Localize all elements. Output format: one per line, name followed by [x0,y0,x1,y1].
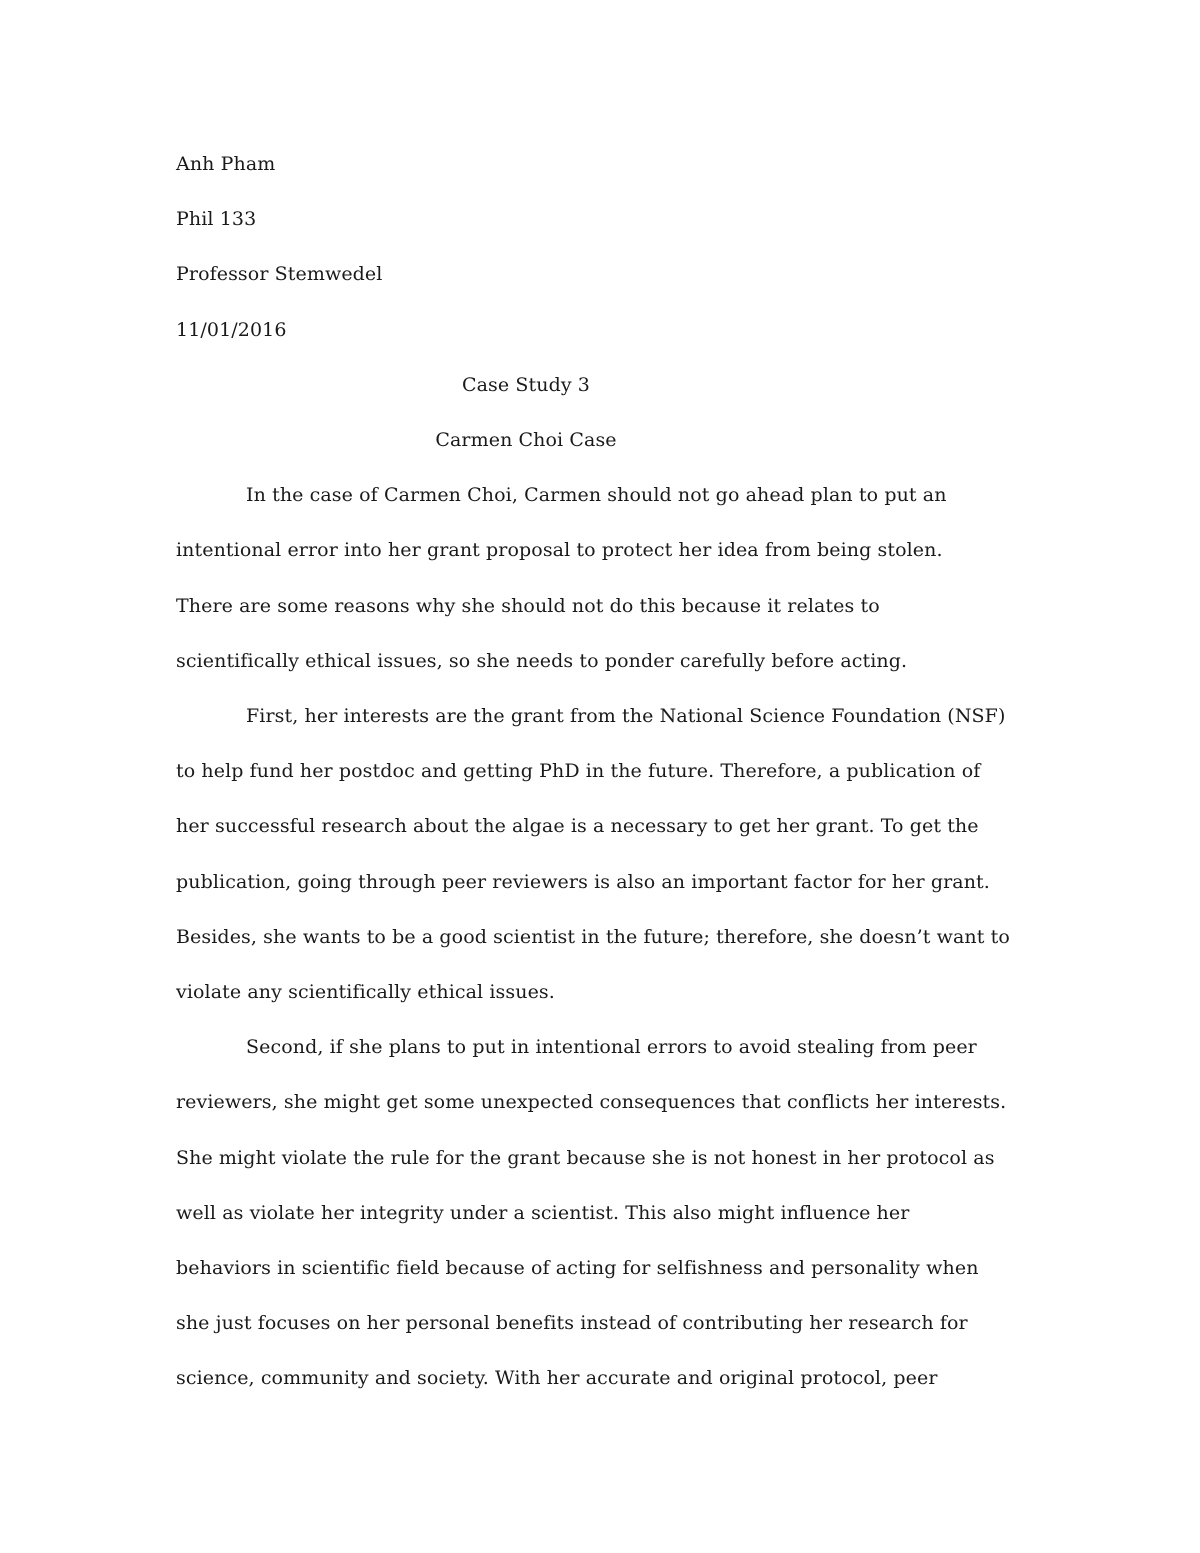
document-subtitle: Carmen Choi Case [435,429,617,452]
paragraph-second [176,1020,1036,1406]
paragraph-line: There are some reasons why she should not do this because it relates to [176,594,880,617]
paragraph-intro [176,468,1036,689]
paragraph-line: science, community and society. With her accurate and original protocol, peer [176,1367,938,1390]
paragraph-line: intentional error into her grant proposal to protect her idea from being stolen. [176,539,943,562]
paragraph-first [176,689,1036,1020]
document-body [176,137,1036,1407]
paragraph-line: Besides, she wants to be a good scientist in the future; therefore, she doesn’t want to [176,925,1010,948]
paragraph-line: well as violate her integrity under a scientist. This also might influence her [176,1201,910,1224]
professor-name: Professor Stemwedel [176,263,383,286]
paragraph-line: to help fund her postdoc and getting PhD in the future. Therefore, a publication of [176,760,981,783]
paragraph-line: scientifically ethical issues, so she needs to ponder carefully before acting. [176,649,908,672]
paragraph-line: her successful research about the algae is a necessary to get her grant. To get the [176,815,979,838]
paragraph-line: Second, if she plans to put in intentional errors to avoid stealing from peer [246,1036,977,1059]
author-name: Anh Pham [176,153,276,175]
paragraph-line: In the case of Carmen Choi, Carmen should not go ahead plan to put an [246,484,947,507]
paragraph-line: publication, going through peer reviewers is also an important factor for her grant. [176,870,990,893]
paragraph-line: First, her interests are the grant from the National Science Foundation (NSF) [246,705,1006,728]
paragraph-line: reviewers, she might get some unexpected consequences that conflicts her interests. [176,1091,1007,1114]
paragraph-line: violate any scientifically ethical issues. [176,981,555,1004]
paragraph-line: she just focuses on her personal benefits instead of contributing her research for [176,1312,968,1335]
paragraph-line: behaviors in scientific field because of acting for selfishness and personality when [176,1257,979,1280]
document-title: Case Study 3 [461,373,590,396]
paragraph-line: She might violate the rule for the grant because she is not honest in her protocol as [176,1146,995,1169]
course-name: Phil 133 [176,208,257,231]
submission-date: 11/01/2016 [176,318,287,341]
